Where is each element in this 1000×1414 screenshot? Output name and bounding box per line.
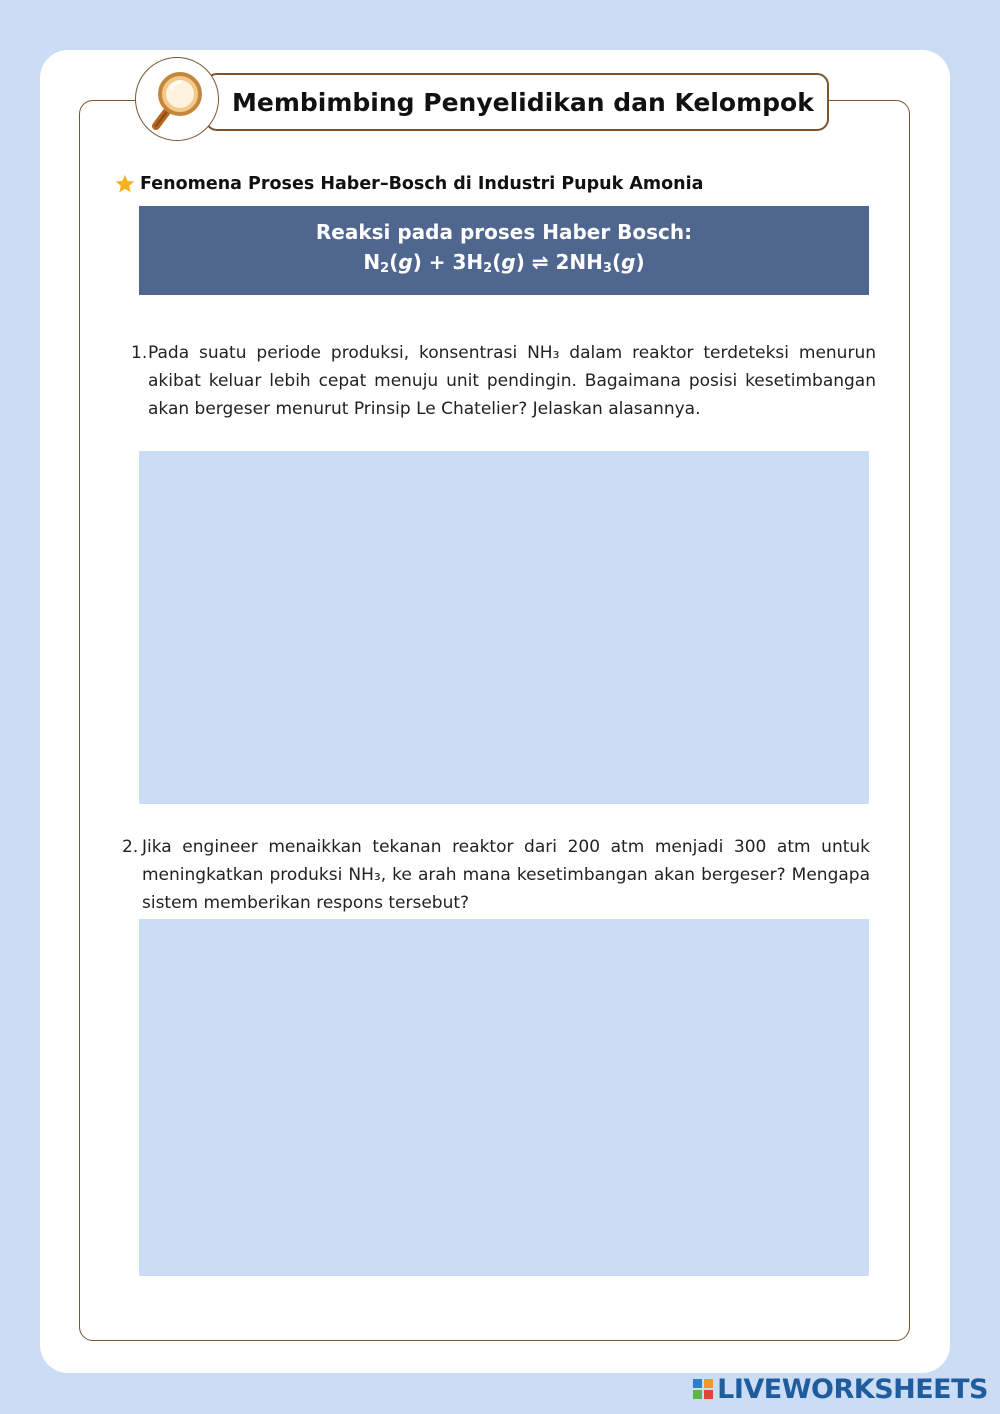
liveworksheets-brand — [693, 1374, 988, 1404]
phenomenon-heading — [114, 173, 703, 195]
question-number: 2. — [122, 837, 139, 857]
magnifier-icon — [150, 70, 206, 132]
brand-name: LIVEWORKSHEETS — [717, 1373, 988, 1405]
liveworksheets-logo-icon — [693, 1379, 713, 1399]
reaction-equation: $N_2(g) + 3H_2(g)$ ⇌ $2NH_3(g)$ — [363, 250, 645, 276]
answer-field-2[interactable] — [139, 919, 869, 1276]
section-title: Membimbing Penyelidikan dan Kelompok — [232, 87, 814, 117]
question-1 — [131, 339, 876, 423]
question-2 — [122, 833, 870, 917]
reaction-title: Reaksi pada proses Haber Bosch: — [315, 220, 693, 244]
star-icon — [114, 173, 136, 195]
question-text: Pada suatu periode produksi, konsentrasi NH₃ dalam reaktor terdeteksi menurun akibat keluar lebih cepat menuju unit pendingin. Bagaimana posisi kesetimbangan akan bergeser menurut Prinsip Le Chatelier? Jelaskan alasannya. — [148, 343, 876, 419]
reaction-box — [139, 206, 869, 295]
question-number: 1. — [131, 343, 148, 363]
phenomenon-label: Fenomena Proses Haber–Bosch di Industri Pupuk Amonia — [140, 174, 704, 194]
title-icon-badge — [135, 57, 219, 141]
question-text: Jika engineer menaikkan tekanan reaktor dari 200 atm menjadi 300 atm untuk meningkatkan produksi NH₃, ke arah mana kesetimbangan akan bergeser? Mengapa sistem memberikan respons tersebut? — [142, 837, 870, 913]
section-title-bar — [205, 73, 829, 131]
answer-field-1[interactable] — [139, 451, 869, 804]
